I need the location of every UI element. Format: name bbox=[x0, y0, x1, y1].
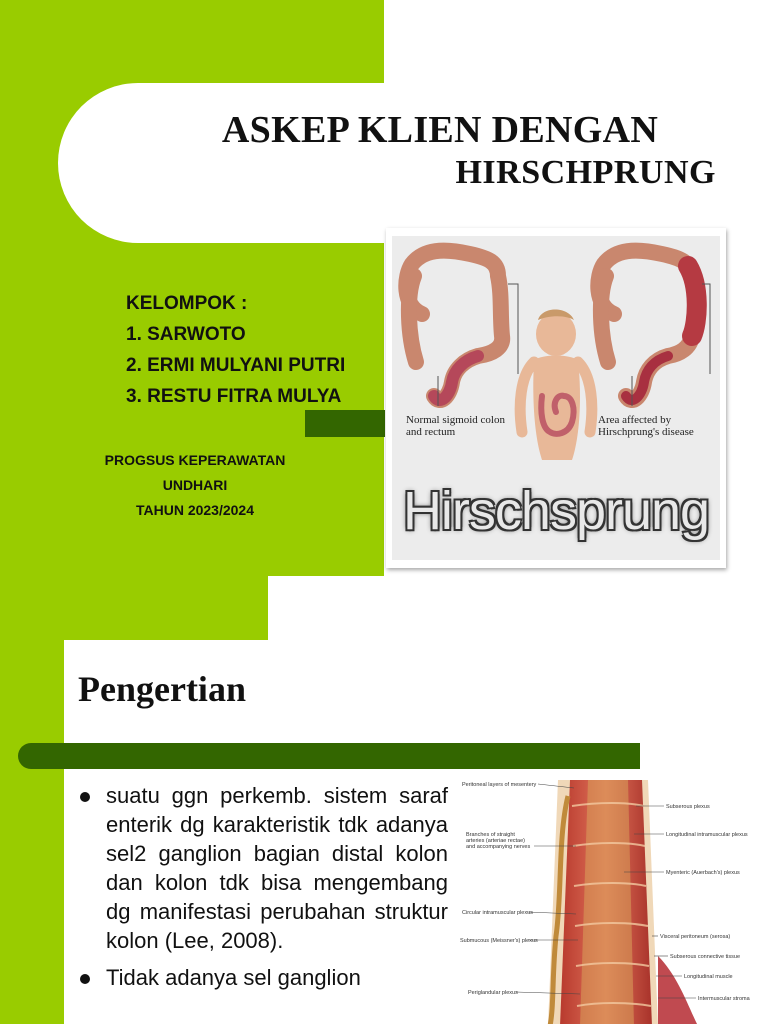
caption-normal-colon: Normal sigmoid colon and rectum bbox=[406, 414, 505, 438]
bullet-item bbox=[78, 963, 448, 992]
bullet-dot-icon bbox=[80, 792, 90, 802]
label-peritoneal-layers: Peritoneal layers of mesentery bbox=[462, 782, 537, 788]
caption-affected-colon: Area affected by Hirschprung's disease bbox=[598, 414, 694, 438]
label-longitudinal-muscle: Longitudinal muscle bbox=[684, 974, 733, 980]
slide-heading: Pengertian bbox=[78, 669, 246, 709]
affected-colon-icon bbox=[598, 251, 710, 406]
label-myenteric-plexus: Myenteric (Auerbach's) plexus bbox=[666, 870, 740, 876]
group-member: 2. ERMI MULYANI PUTRI bbox=[126, 355, 346, 376]
intestine-wall-illustration bbox=[458, 776, 768, 1024]
label-straight-arteries: Branches of straight arteries (arteriae rectae) and accompanying nerves bbox=[466, 832, 531, 850]
institution-name: UNDHARI bbox=[162, 477, 228, 493]
program-name: PROGSUS KEPERAWATAN bbox=[104, 452, 286, 468]
label-circular-plexus: Circular intramuscular plexus bbox=[462, 910, 533, 916]
label-visceral-peritoneum: Visceral peritoneum (serosa) bbox=[660, 934, 731, 940]
group-members bbox=[126, 288, 345, 412]
green-side-strip bbox=[0, 576, 64, 1024]
academic-year: TAHUN 2023/2024 bbox=[135, 502, 255, 518]
label-submucous-plexus: Submucous (Meissner's) plexus bbox=[460, 938, 538, 944]
definition-bullets bbox=[78, 781, 448, 1000]
bullet-dot-icon bbox=[80, 974, 90, 984]
bullet-text: suatu ggn perkemb. sistem saraf enterik dg karakteristik tdk adanya sel2 ganglion bagian distal kolon dan kolon tdk bisa mengembang dg manifestasi perubahan struktur kolon (Lee, 2008). bbox=[106, 783, 448, 953]
slide-title: ASKEP KLIEN DENGAN bbox=[221, 109, 659, 151]
slide-subtitle: HIRSCHPRUNG bbox=[455, 154, 716, 191]
hirschsprung-illustration bbox=[386, 228, 726, 568]
bullet-text: Tidak adanya sel ganglion bbox=[106, 965, 361, 990]
child-figure-icon bbox=[520, 310, 592, 461]
normal-colon-icon bbox=[406, 251, 518, 406]
group-member: 1. SARWOTO bbox=[126, 324, 246, 345]
bullet-item bbox=[78, 781, 448, 955]
label-longitudinal-plexus: Longitudinal intramuscular plexus bbox=[666, 832, 748, 838]
enteric-plexus-diagram bbox=[458, 776, 768, 1024]
accent-bar bbox=[18, 743, 640, 769]
label-periglandular-plexus: Periglandular plexus bbox=[468, 990, 518, 996]
definition-slide bbox=[0, 576, 768, 1024]
group-heading: KELOMPOK : bbox=[126, 293, 248, 314]
hirschsprung-logo-text: Hirschsprung bbox=[402, 481, 710, 541]
label-subserous-plexus: Subserous plexus bbox=[666, 804, 710, 810]
label-intermuscular-stroma: Intermuscular stroma bbox=[698, 996, 750, 1002]
label-subserous-tissue: Subserous connective tissue bbox=[670, 954, 741, 960]
accent-bar bbox=[305, 410, 385, 437]
group-member: 3. RESTU FITRA MULYA bbox=[126, 386, 342, 407]
